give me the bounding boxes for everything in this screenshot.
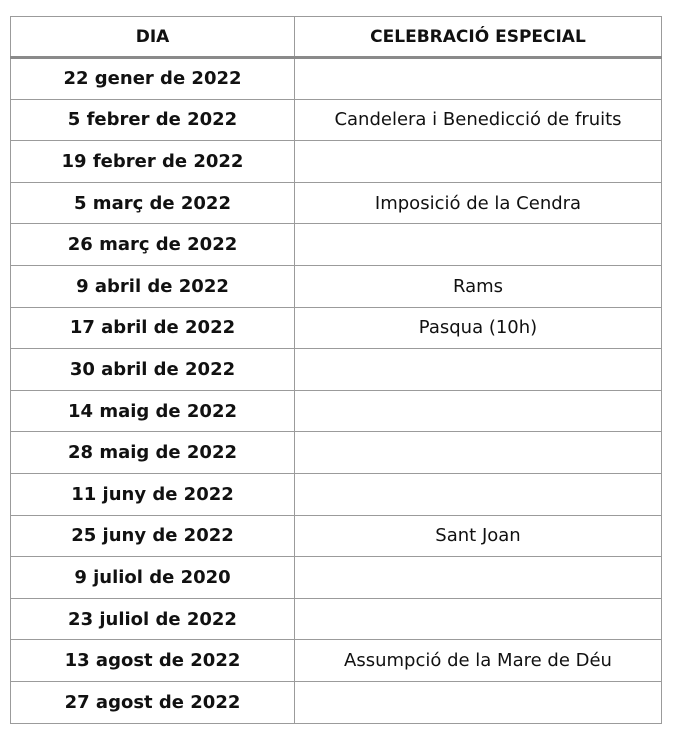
table-row — [11, 432, 662, 474]
table-row — [11, 515, 662, 557]
celebration-cell: Candelera i Benedicció de fruits — [295, 99, 662, 141]
table-body — [11, 58, 662, 724]
celebration-cell — [295, 681, 662, 723]
celebration-cell — [295, 224, 662, 266]
celebration-cell — [295, 390, 662, 432]
day-cell: 17 abril de 2022 — [11, 307, 295, 349]
day-cell: 25 juny de 2022 — [11, 515, 295, 557]
day-cell: 11 juny de 2022 — [11, 473, 295, 515]
celebration-cell — [295, 432, 662, 474]
day-cell: 13 agost de 2022 — [11, 640, 295, 682]
day-cell: 14 maig de 2022 — [11, 390, 295, 432]
table-row — [11, 265, 662, 307]
table-row — [11, 349, 662, 391]
celebration-cell: Assumpció de la Mare de Déu — [295, 640, 662, 682]
celebration-cell — [295, 473, 662, 515]
table-row — [11, 640, 662, 682]
table-row — [11, 390, 662, 432]
celebration-cell — [295, 141, 662, 183]
table-row — [11, 99, 662, 141]
table-row — [11, 598, 662, 640]
column-header-celebration: CELEBRACIÓ ESPECIAL — [295, 17, 662, 58]
day-cell: 22 gener de 2022 — [11, 58, 295, 100]
celebrations-table — [10, 16, 662, 724]
celebration-cell: Imposició de la Cendra — [295, 182, 662, 224]
celebration-cell — [295, 349, 662, 391]
celebration-cell — [295, 58, 662, 100]
day-cell: 27 agost de 2022 — [11, 681, 295, 723]
table-header-row — [11, 17, 662, 58]
table-row — [11, 473, 662, 515]
celebration-cell: Pasqua (10h) — [295, 307, 662, 349]
table-row — [11, 557, 662, 599]
celebration-cell: Rams — [295, 265, 662, 307]
day-cell: 28 maig de 2022 — [11, 432, 295, 474]
table-row — [11, 182, 662, 224]
day-cell: 9 abril de 2022 — [11, 265, 295, 307]
column-header-day: DIA — [11, 17, 295, 58]
celebration-cell — [295, 557, 662, 599]
day-cell: 23 juliol de 2022 — [11, 598, 295, 640]
day-cell: 9 juliol de 2020 — [11, 557, 295, 599]
table-row — [11, 681, 662, 723]
day-cell: 5 març de 2022 — [11, 182, 295, 224]
celebration-cell — [295, 598, 662, 640]
table-row — [11, 141, 662, 183]
table-row — [11, 224, 662, 266]
day-cell: 19 febrer de 2022 — [11, 141, 295, 183]
day-cell: 5 febrer de 2022 — [11, 99, 295, 141]
day-cell: 26 març de 2022 — [11, 224, 295, 266]
celebration-cell: Sant Joan — [295, 515, 662, 557]
table-row — [11, 58, 662, 100]
day-cell: 30 abril de 2022 — [11, 349, 295, 391]
table-row — [11, 307, 662, 349]
